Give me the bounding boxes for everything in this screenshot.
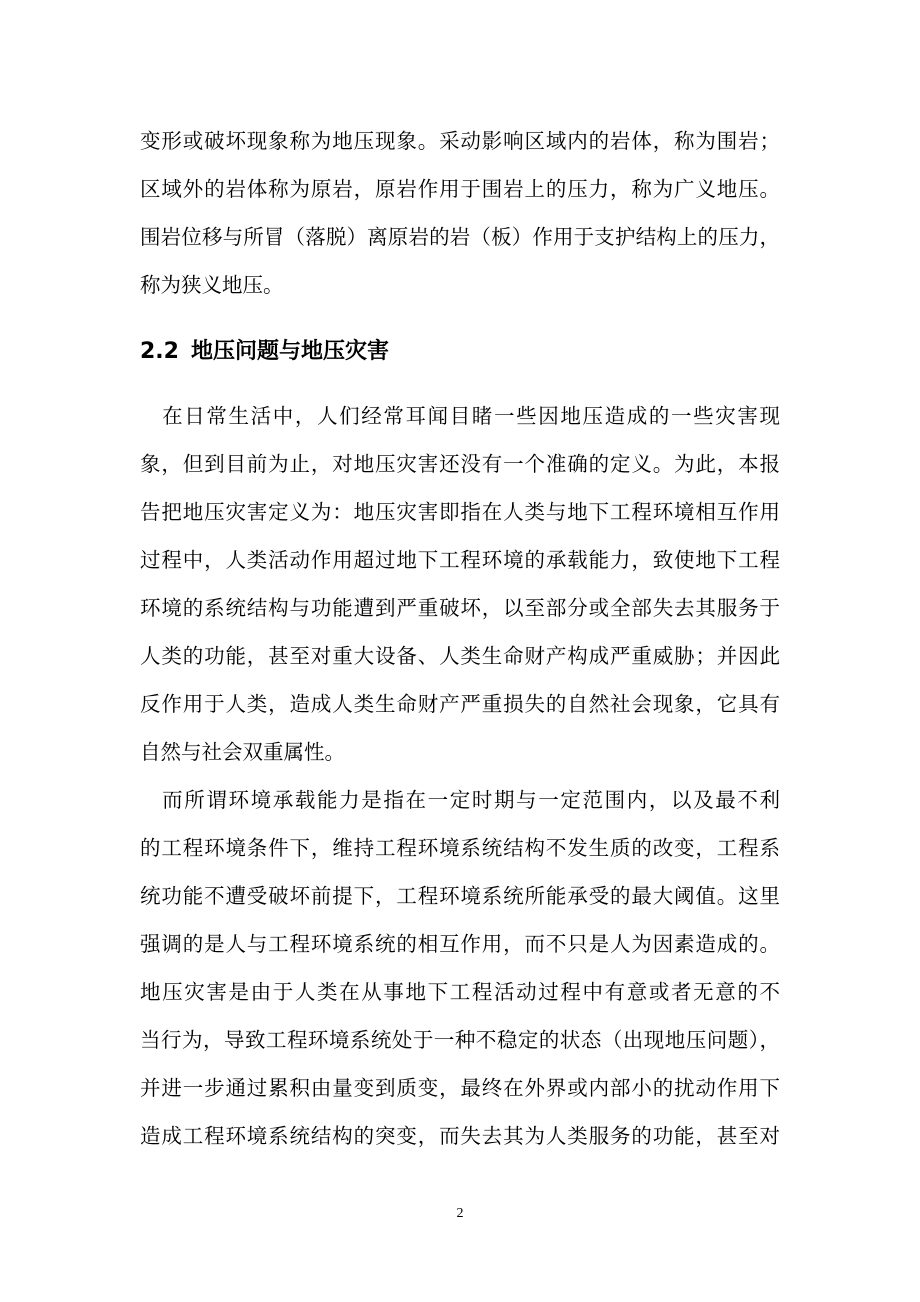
paragraph-line: 反作用于人类，造成人类生命财产严重损失的自然社会现象，它具有 xyxy=(140,692,780,716)
paragraph-disaster-definition xyxy=(140,392,780,776)
paragraph-line: 并进一步通过累积由量变到质变，最终在外界或内部小的扰动作用下 xyxy=(140,1076,780,1100)
paragraph-ground-pressure-definition xyxy=(140,117,780,309)
paragraph-line: 变形或破坏现象称为地压现象。采动影响区域内的岩体，称为围岩； xyxy=(140,129,780,153)
section-heading xyxy=(140,330,389,374)
paragraph-line: 地压灾害是由于人类在从事地下工程活动过程中有意或者无意的不 xyxy=(140,980,780,1004)
paragraph-line: 造成工程环境系统结构的突变，而失去其为人类服务的功能，甚至对 xyxy=(140,1124,780,1148)
paragraph-line: 象，但到目前为止，对地压灾害还没有一个准确的定义。为此，本报 xyxy=(140,452,780,476)
paragraph-line: 环境的系统结构与功能遭到严重破坏，以至部分或全部失去其服务于 xyxy=(140,596,780,620)
paragraph-line: 当行为，导致工程环境系统处于一种不稳定的状态（出现地压问题）， xyxy=(140,1028,780,1052)
section-number: 2.2 xyxy=(140,339,179,364)
paragraph-line: 强调的是人与工程环境系统的相互作用，而不只是人为因素造成的。 xyxy=(140,932,780,956)
paragraph-line: 区域外的岩体称为原岩，原岩作用于围岩上的压力，称为广义地压。 xyxy=(140,177,780,201)
paragraph-line: 称为狭义地压。 xyxy=(140,273,284,297)
paragraph-line: 围岩位移与所冒（落脱）离原岩的岩（板）作用于支护结构上的压力， xyxy=(140,225,780,249)
page-number: 2 xyxy=(456,1206,464,1221)
paragraph-line: 过程中，人类活动作用超过地下工程环境的承载能力，致使地下工程 xyxy=(140,548,780,572)
section-title: 地压问题与地压灾害 xyxy=(190,339,389,364)
paragraph-line: 在日常生活中，人们经常耳闻目睹一些因地压造成的一些灾害现 xyxy=(140,404,780,428)
paragraph-line: 统功能不遭受破坏前提下，工程环境系统所能承受的最大阈值。这里 xyxy=(140,884,780,908)
paragraph-line: 自然与社会双重属性。 xyxy=(140,740,345,764)
paragraph-line: 而所谓环境承载能力是指在一定时期与一定范围内，以及最不利 xyxy=(140,788,780,812)
paragraph-line: 的工程环境条件下，维持工程环境系统结构不发生质的改变，工程系 xyxy=(140,836,780,860)
paragraph-carrying-capacity xyxy=(140,776,780,1160)
paragraph-line: 人类的功能，甚至对重大设备、人类生命财产构成严重威胁；并因此 xyxy=(140,644,780,668)
paragraph-line: 告把地压灾害定义为：地压灾害即指在人类与地下工程环境相互作用 xyxy=(140,500,780,524)
